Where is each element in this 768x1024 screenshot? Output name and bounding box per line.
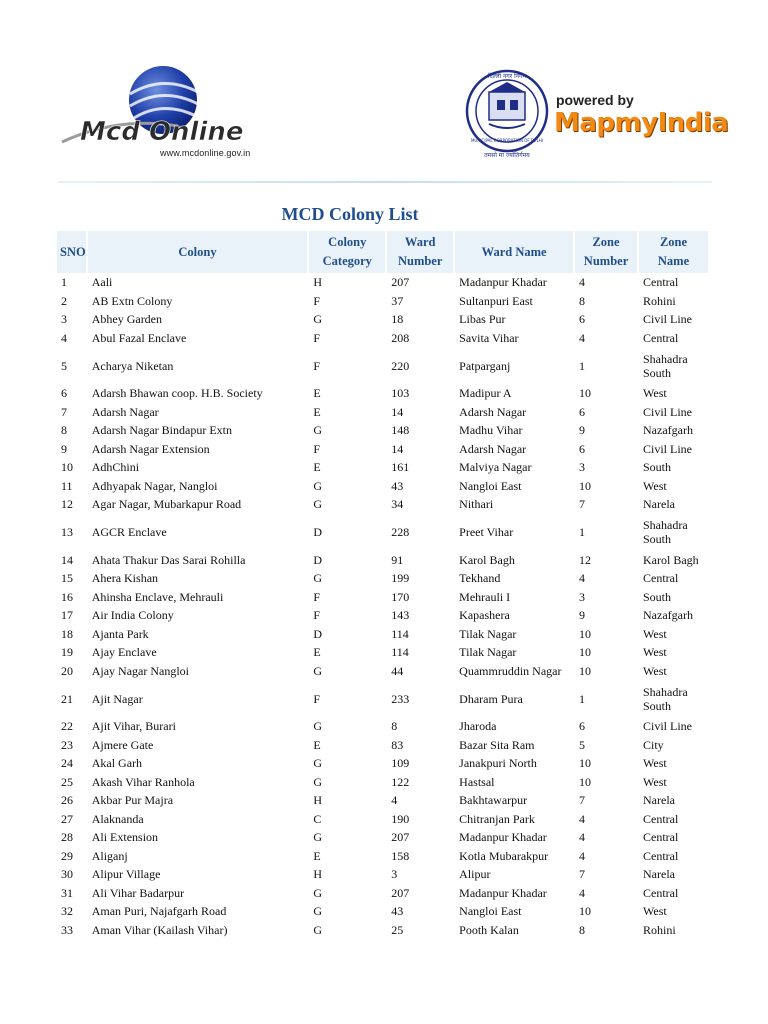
cell-sno: 26	[61, 793, 73, 808]
cell-ward-no: 3	[391, 867, 398, 882]
cell-zone-name: West	[643, 774, 667, 789]
cell-zone-name: Civil Line	[643, 441, 692, 456]
cell-zone-no: 1	[579, 525, 586, 539]
cell-ward-name: Madanpur Khadar	[459, 830, 547, 845]
cell-ward-no: 4	[391, 793, 398, 808]
cell-zone-name: West	[643, 756, 667, 771]
cell-colony: Ali Vihar Badarpur	[91, 885, 185, 900]
cell-cat: F	[313, 441, 320, 456]
cell-ward-name: Hastsal	[459, 774, 495, 789]
cell-colony: Ahata Thakur Das Sarai Rohilla	[91, 552, 246, 567]
table-row	[57, 791, 710, 810]
cell-colony: Akash Vihar Ranhola	[91, 774, 195, 789]
cell-ward-no: 114	[391, 645, 409, 660]
cell-zone-no: 5	[579, 737, 586, 752]
column-header-sno: SNO	[57, 231, 88, 273]
cell-zone-name: Shahadra South	[643, 351, 688, 380]
table-row	[57, 662, 710, 681]
table-row	[57, 440, 710, 459]
cell-sno: 25	[61, 774, 73, 789]
cell-ward-name: Madhu Vihar	[459, 423, 523, 438]
cell-colony: Ajit Nagar	[91, 691, 143, 706]
table-row	[57, 292, 710, 311]
cell-zone-name: South	[643, 460, 672, 475]
cell-cat: F	[313, 293, 320, 308]
cell-ward-no: 83	[391, 737, 404, 752]
seal-top-text: दिल्ली नगर निगम	[488, 73, 526, 80]
cell-colony: Air India Colony	[91, 608, 174, 623]
cell-colony: Aliganj	[91, 848, 128, 863]
cell-zone-name: Civil Line	[643, 719, 692, 734]
table-row	[57, 828, 710, 847]
cell-zone-name: Civil Line	[643, 312, 692, 327]
cell-colony: Ali Extension	[91, 830, 159, 845]
cell-ward-no: 207	[391, 275, 410, 290]
cell-colony: Ajit Vihar, Burari	[91, 719, 176, 734]
cell-ward-no: 25	[391, 922, 404, 937]
cell-cat: F	[313, 608, 320, 623]
mapmyindia-logo: MapmyIndia	[554, 108, 729, 138]
cell-sno: 11	[61, 478, 73, 493]
cell-zone-name: Central	[643, 885, 679, 900]
cell-ward-name: Libas Pur	[459, 312, 506, 327]
cell-ward-name: Dharam Pura	[459, 691, 523, 706]
cell-cat: G	[313, 756, 322, 771]
cell-colony: Aali	[91, 275, 113, 290]
cell-sno: 4	[61, 330, 67, 345]
cell-cat: H	[313, 275, 322, 290]
column-header-ward-name: Ward Name	[455, 231, 575, 273]
cell-ward-name: Tekhand	[459, 571, 501, 586]
cell-cat: G	[313, 830, 322, 845]
cell-zone-name: Narela	[643, 793, 675, 808]
cell-cat: G	[313, 423, 322, 438]
cell-zone-no: 1	[579, 358, 586, 373]
cell-colony: Acharya Niketan	[91, 358, 174, 373]
cell-ward-name: Nangloi East	[459, 904, 522, 919]
cell-sno: 2	[61, 293, 67, 308]
table-row	[57, 329, 710, 348]
cell-ward-name: Malviya Nagar	[459, 460, 532, 475]
cell-sno: 17	[61, 608, 73, 623]
cell-ward-name: Preet Vihar	[459, 525, 514, 539]
table-row	[57, 754, 710, 773]
cell-colony: Adarsh Nagar Bindapur Extn	[91, 423, 232, 438]
cell-zone-name: Central	[643, 830, 679, 845]
cell-ward-no: 43	[391, 478, 404, 493]
cell-ward-name: Karol Bagh	[459, 552, 515, 567]
cell-colony: Adhyapak Nagar, Nangloi	[91, 478, 218, 493]
cell-zone-name: Rohini	[643, 293, 676, 308]
cell-ward-name: Nangloi East	[459, 478, 522, 493]
cell-cat: G	[313, 571, 322, 586]
cell-ward-no: 14	[391, 441, 404, 456]
cell-zone-name: Central	[643, 571, 679, 586]
cell-ward-name: Quammruddin Nagar	[459, 663, 562, 678]
cell-sno: 18	[61, 626, 73, 641]
cell-sno: 29	[61, 848, 73, 863]
cell-sno: 23	[61, 737, 73, 752]
cell-cat: F	[313, 589, 320, 604]
cell-colony: Adarsh Nagar Extension	[91, 441, 210, 456]
table-row	[57, 495, 710, 514]
cell-colony: Alipur Village	[91, 867, 161, 882]
cell-zone-no: 4	[579, 885, 586, 900]
table-row	[57, 606, 710, 625]
cell-ward-name: Chitranjan Park	[459, 811, 535, 826]
cell-cat: F	[313, 330, 320, 345]
cell-cat: F	[313, 358, 320, 373]
cell-zone-name: Narela	[643, 867, 675, 882]
cell-zone-no: 9	[579, 423, 586, 438]
mcd-seal-logo	[464, 68, 550, 158]
cell-ward-name: Savita Vihar	[459, 330, 519, 345]
cell-colony: Aman Puri, Najafgarh Road	[91, 904, 227, 919]
cell-sno: 5	[61, 358, 67, 373]
cell-ward-name: Bazar Sita Ram	[459, 737, 535, 752]
cell-sno: 33	[61, 922, 73, 937]
cell-ward-no: 109	[391, 756, 410, 771]
cell-zone-no: 7	[579, 867, 586, 882]
cell-sno: 12	[61, 497, 73, 512]
cell-zone-no: 4	[579, 811, 586, 826]
cell-ward-name: Jharoda	[459, 719, 497, 734]
cell-sno: 19	[61, 645, 73, 660]
table-row	[57, 865, 710, 884]
table-row	[57, 569, 710, 588]
cell-zone-no: 7	[579, 497, 586, 512]
cell-ward-no: 14	[391, 404, 404, 419]
cell-ward-name: Mehrauli I	[459, 589, 511, 604]
cell-cat: E	[313, 404, 321, 419]
cell-zone-name: Central	[643, 811, 679, 826]
cell-ward-no: 208	[391, 330, 410, 345]
cell-zone-no: 6	[579, 312, 586, 327]
cell-colony: Akbar Pur Majra	[91, 793, 174, 808]
cell-cat: D	[313, 552, 322, 567]
column-header-zone-number: Zone Number	[575, 231, 639, 273]
cell-sno: 30	[61, 867, 73, 882]
cell-colony: AB Extn Colony	[91, 293, 173, 308]
cell-sno: 13	[61, 525, 73, 539]
cell-zone-name: Shahadra South	[643, 684, 688, 713]
cell-zone-name: West	[643, 386, 667, 401]
seal-motto: तमसो मा ज्योतिर्गमय	[484, 152, 530, 158]
cell-sno: 28	[61, 830, 73, 845]
table-body	[57, 273, 710, 939]
cell-ward-no: 34	[391, 497, 404, 512]
cell-ward-name: Nithari	[459, 497, 494, 512]
cell-sno: 21	[61, 691, 73, 706]
cell-colony: Aman Vihar (Kailash Vihar)	[91, 922, 228, 937]
cell-ward-no: 8	[391, 719, 398, 734]
cell-sno: 15	[61, 571, 73, 586]
cell-ward-name: Kapashera	[459, 608, 510, 623]
cell-zone-no: 10	[579, 663, 592, 678]
cell-zone-no: 10	[579, 386, 592, 401]
cell-sno: 27	[61, 811, 73, 826]
cell-ward-name: Janakpuri North	[459, 756, 537, 771]
cell-ward-no: 122	[391, 774, 410, 789]
cell-zone-name: West	[643, 626, 667, 641]
table-row	[57, 643, 710, 662]
cell-zone-no: 7	[579, 793, 586, 808]
cell-zone-no: 6	[579, 404, 586, 419]
cell-zone-name: Karol Bagh	[643, 552, 699, 567]
cell-zone-no: 3	[579, 589, 586, 604]
cell-ward-name: Adarsh Nagar	[459, 441, 527, 456]
cell-zone-no: 9	[579, 608, 586, 623]
table-row	[57, 421, 710, 440]
table-row	[57, 773, 710, 792]
cell-zone-name: West	[643, 478, 667, 493]
cell-zone-name: Nazafgarh	[643, 423, 693, 438]
cell-ward-name: Bakhtawarpur	[459, 793, 528, 808]
cell-cat: G	[313, 478, 322, 493]
table-row	[57, 310, 710, 329]
table-row	[57, 810, 710, 829]
mcd-url: www.mcdonline.gov.in	[160, 148, 251, 158]
cell-ward-name: Alipur	[459, 867, 491, 882]
cell-colony: Abhey Garden	[91, 312, 163, 327]
cell-cat: E	[313, 386, 321, 401]
cell-cat: H	[313, 793, 322, 808]
cell-cat: F	[313, 691, 320, 706]
cell-ward-no: 190	[391, 811, 410, 826]
cell-sno: 7	[61, 404, 67, 419]
cell-ward-no: 18	[391, 312, 404, 327]
cell-cat: D	[313, 626, 322, 641]
cell-zone-no: 4	[579, 848, 586, 863]
cell-zone-no: 10	[579, 626, 592, 641]
cell-zone-name: Shahadra South	[643, 518, 688, 546]
table-row	[57, 403, 710, 422]
table-header	[57, 231, 710, 273]
cell-colony: Abul Fazal Enclave	[91, 330, 187, 345]
column-header-colony: Colony	[88, 231, 310, 273]
cell-ward-no: 158	[391, 848, 410, 863]
table-row	[57, 921, 710, 940]
cell-colony: Ajmere Gate	[91, 737, 154, 752]
cell-sno: 16	[61, 589, 73, 604]
cell-ward-no: 207	[391, 885, 410, 900]
cell-sno: 8	[61, 423, 67, 438]
cell-cat: G	[313, 312, 322, 327]
cell-colony: AdhChini	[91, 460, 140, 475]
cell-zone-name: Central	[643, 330, 679, 345]
cell-cat: D	[313, 525, 322, 539]
cell-cat: G	[313, 719, 322, 734]
cell-ward-name: Madanpur Khadar	[459, 275, 547, 290]
cell-sno: 20	[61, 663, 73, 678]
cell-ward-name: Tilak Nagar	[459, 645, 517, 660]
cell-zone-name: Nazafgarh	[643, 608, 693, 623]
cell-sno: 24	[61, 756, 73, 771]
cell-cat: G	[313, 663, 322, 678]
cell-zone-name: City	[643, 737, 664, 752]
cell-zone-no: 12	[579, 552, 592, 567]
cell-colony: Adarsh Nagar	[91, 404, 159, 419]
cell-ward-no: 143	[391, 608, 410, 623]
seal-ring-text: MUNICIPAL CORPORATION OF DELHI	[470, 138, 544, 143]
cell-zone-name: West	[643, 645, 667, 660]
mcd-logo-text: Mcd Online	[80, 117, 244, 147]
cell-zone-no: 4	[579, 330, 586, 345]
cell-sno: 14	[61, 552, 73, 567]
cell-sno: 6	[61, 386, 67, 401]
cell-colony: Ajay Nagar Nangloi	[91, 663, 190, 678]
cell-zone-name: West	[643, 663, 667, 678]
cell-zone-no: 10	[579, 904, 592, 919]
cell-colony: Ahera Kishan	[91, 571, 159, 586]
cell-colony: Ajanta Park	[91, 626, 149, 641]
page-title: MCD Colony List	[281, 204, 419, 224]
cell-zone-name: Civil Line	[643, 404, 692, 419]
cell-cat: G	[313, 885, 322, 900]
colony-table	[57, 231, 710, 939]
table-row	[57, 717, 710, 736]
cell-ward-no: 199	[391, 571, 410, 586]
table-row	[57, 273, 710, 292]
cell-zone-no: 1	[579, 691, 586, 706]
cell-ward-no: 170	[391, 589, 410, 604]
cell-ward-no: 43	[391, 904, 404, 919]
cell-ward-name: Tilak Nagar	[459, 626, 517, 641]
cell-ward-name: Sultanpuri East	[459, 293, 533, 308]
cell-ward-no: 207	[391, 830, 410, 845]
header-divider	[58, 181, 712, 183]
cell-zone-no: 10	[579, 756, 592, 771]
cell-cat: E	[313, 848, 321, 863]
cell-ward-no: 220	[391, 358, 410, 373]
powered-by-label: powered by	[556, 92, 634, 108]
table-row	[57, 347, 710, 384]
table-row	[57, 588, 710, 607]
table-row	[57, 902, 710, 921]
cell-zone-no: 6	[579, 719, 586, 734]
cell-ward-name: Adarsh Nagar	[459, 404, 527, 419]
table-row	[57, 847, 710, 866]
cell-cat: G	[313, 904, 322, 919]
column-header-zone-name: Zone Name	[639, 231, 710, 273]
cell-ward-no: 161	[391, 460, 410, 475]
cell-zone-no: 10	[579, 774, 592, 789]
cell-sno: 10	[61, 460, 73, 475]
cell-sno: 22	[61, 719, 73, 734]
cell-ward-name: Pooth Kalan	[459, 922, 519, 937]
cell-sno: 1	[61, 275, 67, 290]
cell-colony: AGCR Enclave	[91, 525, 167, 539]
table-row	[57, 458, 710, 477]
cell-ward-name: Madipur A	[459, 386, 512, 401]
cell-cat: G	[313, 774, 322, 789]
cell-zone-no: 4	[579, 275, 586, 290]
cell-ward-no: 233	[391, 691, 410, 706]
cell-zone-name: Narela	[643, 497, 675, 512]
table-row	[57, 625, 710, 644]
cell-sno: 3	[61, 312, 67, 327]
cell-zone-name: South	[643, 589, 672, 604]
table-row	[57, 551, 710, 570]
cell-zone-no: 10	[579, 478, 592, 493]
table-row	[57, 680, 710, 717]
cell-zone-no: 6	[579, 441, 586, 456]
cell-cat: E	[313, 737, 321, 752]
cell-zone-name: Central	[643, 275, 679, 290]
cell-zone-no: 4	[579, 571, 586, 586]
cell-colony: Adarsh Bhawan coop. H.B. Society	[91, 386, 263, 401]
cell-colony: Alaknanda	[91, 811, 144, 826]
cell-cat: E	[313, 645, 321, 660]
cell-zone-name: Central	[643, 848, 679, 863]
cell-ward-name: Kotla Mubarakpur	[459, 848, 549, 863]
table-row	[57, 736, 710, 755]
table-row	[57, 384, 710, 403]
cell-colony: Ahinsha Enclave, Mehrauli	[91, 589, 224, 604]
cell-zone-no: 4	[579, 830, 586, 845]
cell-ward-no: 148	[391, 423, 410, 438]
cell-sno: 31	[61, 885, 73, 900]
cell-cat: C	[313, 811, 322, 826]
cell-cat: H	[313, 867, 322, 882]
cell-ward-no: 37	[391, 293, 404, 308]
cell-sno: 32	[61, 904, 73, 919]
cell-ward-no: 103	[391, 386, 410, 401]
cell-zone-name: Rohini	[643, 922, 676, 937]
cell-colony: Agar Nagar, Mubarkapur Road	[91, 497, 242, 512]
cell-cat: G	[313, 497, 322, 512]
cell-sno: 9	[61, 441, 67, 456]
cell-ward-no: 114	[391, 626, 409, 641]
cell-zone-no: 3	[579, 460, 586, 475]
cell-cat: G	[313, 922, 322, 937]
cell-colony: Akal Garh	[91, 756, 143, 771]
cell-zone-no: 8	[579, 922, 586, 937]
table-row	[57, 514, 710, 551]
table-row	[57, 884, 710, 903]
cell-ward-no: 44	[391, 663, 404, 678]
column-header-category: Colony Category	[309, 231, 387, 273]
cell-zone-no: 10	[579, 645, 592, 660]
cell-ward-no: 91	[391, 552, 404, 567]
cell-ward-name: Madanpur Khadar	[459, 885, 547, 900]
cell-ward-no: 228	[391, 525, 410, 539]
table-row	[57, 477, 710, 496]
page-header	[0, 0, 768, 185]
cell-zone-no: 8	[579, 293, 586, 308]
cell-ward-name: Patparganj	[459, 358, 511, 373]
cell-zone-name: West	[643, 904, 667, 919]
column-header-ward-number: Ward Number	[387, 231, 455, 273]
cell-cat: E	[313, 460, 321, 475]
cell-colony: Ajay Enclave	[91, 645, 157, 660]
